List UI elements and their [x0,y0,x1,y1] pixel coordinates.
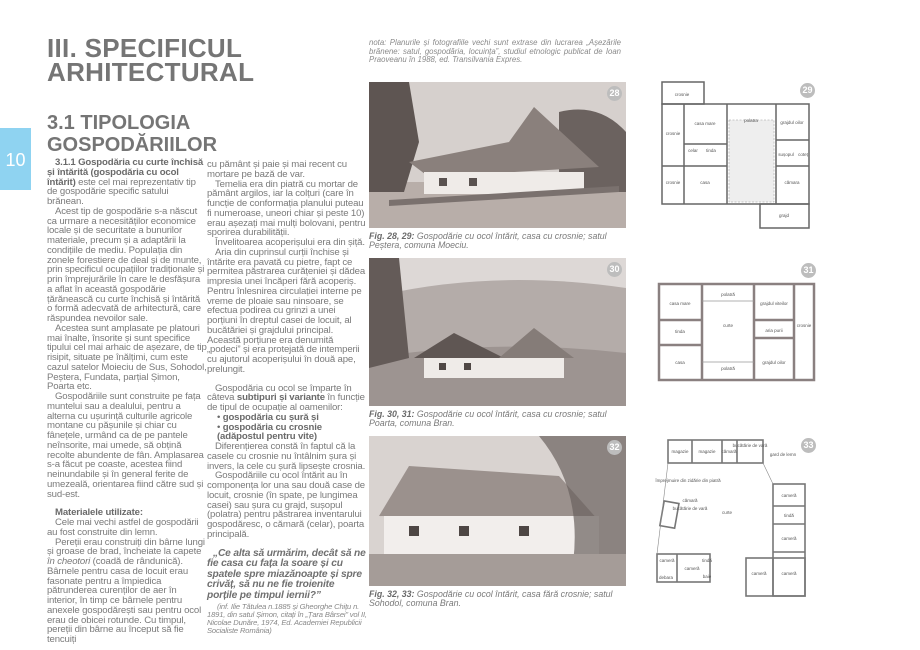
room-label: curte [721,510,733,515]
house-photo [369,82,626,228]
chapter-title-line: III. SPECIFICUL [47,33,243,63]
paragraph: Temelia era din piatră cu mortar de pământ argilos, iar la colțuri (care în funcție de conformația planului puteau fi numeroase, uneori chiar și peste 10) erau așezați mai mulți bolovani, pentru sporirea durabilității. [207,178,366,239]
caption-label: Fig. 30, 31: [369,409,415,419]
photo-fig-32 [369,436,626,586]
figure-badge: 29 [800,83,815,98]
figure-badge: 31 [801,263,816,278]
paragraph [47,158,207,207]
room-label: tindă [702,558,712,563]
figure-caption [369,410,629,429]
room-label: casa mare [669,301,691,306]
text: (coadă de rândunică). Bârnele pentru casa de locuit erau fasonate pentru a împiedica pătrunderea curenților de aer în interior, în timp ce bârnele pentru anexele gospodărești sau pentru ocol erau de obicei rotunde. Cu timpul, pereții din bârne au început să fie tencuiți [47,556,202,645]
room-label: crosnie [796,323,812,328]
room-label: bucătărie de vară [732,443,768,448]
floor-plan-31 [652,260,820,410]
room-label: baie [702,574,712,579]
floor-plan-drawing [652,260,820,410]
caption-label: Fig. 28, 29: [369,231,415,241]
room-label: magazie [698,449,716,454]
room-label: împrejmuire din zidărie din piatră [655,478,721,483]
room-label: cameră [659,558,675,563]
section-title [47,112,217,156]
room-label: tinda [706,148,716,153]
room-label: grajdul oilor [762,360,786,365]
room-label: tindă [784,513,794,518]
room-label: grajdul viteilor [760,301,788,306]
room-label: crosnie [674,92,690,97]
room-label: cămară [721,449,737,454]
page-number: 10 [5,150,26,170]
photo-fig-28 [369,82,626,228]
photo-fig-30 [369,258,626,406]
paragraph: Aria din cuprinsul curții închise și întărite era pavată cu pietre, fapt ce permitea păstrarea curățeniei și dădea impresia unei încăperi fără acoperiș. Pentru înlesnirea circulației interne pe vreme de ploaie sau ninsoare, se efectua podirea cu grinzi a unei porțiuni în dreptul casei de locuit, al bucătăriei și grajdului principal. Această porțiune era denumită „podeci” și era protejată de intemperii cu ajutorul acoperișului în două ape, prelungit. [207,246,366,375]
caption-text: Gospodărie cu ocol întărit, casa cu crosnie; satul Poarta, comuna Bran. [369,409,607,429]
figure-badge: 33 [801,438,816,453]
floor-plan-drawing [652,432,820,602]
text-column-2 [207,160,367,635]
room-label: debara [658,575,674,580]
room-label: magazie [671,449,689,454]
paragraph: Gospodăriile sunt construite pe fața muntelui sau a dealului, pentru a alterna cu ușurință culturile agricole montane cu pășunile și chiar cu fânețele, urmând ca de pe pantele neînsorite, mai umede, să obțină recolte abundente de fân. Amplasarea s-a făcut pe coaste, acestea fiind neinundabile și în general ferite de umezeală, orientarea fiind către sud și sud-est. [47,391,204,500]
section-title-line: 3.1 TIPOLOGIA [47,112,191,134]
caption-text: Gospodărie cu ocol întărit, casa cu crosnie; satul Peștera, comuna Moeciu. [369,231,607,251]
room-label: casa mare [694,121,716,126]
room-label: crosnie [665,180,681,185]
paragraph [47,538,207,645]
room-label: casa [700,180,710,185]
house-photo [369,258,626,406]
figure-caption [369,590,629,609]
room-label: cameră [781,571,797,576]
text: Gospodăria cu ocol se împarte în câteva [207,382,352,404]
room-label: cameră [684,566,700,571]
chapter-title [47,33,255,87]
text: este cel mai reprezentativ tip de gospodărie specific satului brănean. [47,176,196,207]
text: Pereții erau construiți din bârne lungi și groase de brad, încheiate la capete [47,536,205,558]
figure-badge: 32 [607,440,622,455]
room-label: bucătărie de vară [672,506,708,511]
source-note: nota: Planurile și fotografiile vechi sunt extrase din lucrarea „Așezările brănene: satul, gospodăria, locuința”, studiul etnologic publicat de Ioan Praoveanu în 1988, ed. Transilvania Expres. [369,38,621,64]
italic-text: în cheotori [47,556,91,567]
paragraph: Diferențierea constă în faptul că la casele cu crosnie nu întâlnim șura și invers, la cele cu șură lipsește crosnia. [207,441,366,472]
room-label: grajdul oilor [780,120,804,125]
room-label: polatra [744,118,758,123]
caption-text: Gospodărie cu ocol întărit, casa fără crosnie; satul Sohodol, comuna Bran. [369,589,613,609]
section-title-line: GOSPODĂRIILOR [47,134,218,156]
room-label: cămară [682,498,698,503]
paragraph [207,384,367,413]
room-label: casa [675,360,685,365]
figure-caption [369,232,629,251]
room-label: polatră [721,292,735,297]
floor-plan-29 [652,80,820,240]
room-label: cămara [784,180,800,185]
list-item: • gospodăria cu șură și [217,413,367,423]
bold-text: subtipuri și variante [236,392,325,404]
text-column-1 [47,158,207,645]
paragraph: cu pământ și paie și mai recent cu mortare pe bază de var. [207,159,347,180]
room-label: cameră [781,493,797,498]
room-label: coteț [798,152,808,157]
room-label: aria purii [765,328,783,333]
caption-label: Fig. 32, 33: [369,589,415,599]
room-label: polatră [721,366,735,371]
text: în funcție de tipul de ocupație al oamenilor: [207,392,365,413]
house-photo [369,436,626,586]
room-label: tinda [675,329,685,334]
figure-badge: 30 [607,262,622,277]
citation: (inf. Ilie Tătulea n.1885 și Gheorghe Chițu n. 1891, din satul Șimon, citați în „Țara Bârsei” vol II, Nicolae Dunăre, 1974, Ed. Academiei Republicii Socialiste România) [207,602,367,635]
room-label: gard de lemn [769,452,797,457]
figure-badge: 28 [607,86,622,101]
chapter-title-line: ARHITECTURAL [47,57,255,87]
paragraph: Gospodăriile cu ocol întărit au în componența lor una sau două case de locuit, crosnie (în spate, pe lungimea casei) sau șura cu grajd, sușopul (polatra) pentru păstrarea inventarului gospodăresc, o cămară (celar), poarta principală. [207,470,365,540]
room-label: cameră [751,571,767,576]
bold-text: 3.1.1 Gospodăria cu curte închisă și întărită (gospodăria cu ocol întărit) [47,157,204,188]
floor-plan-drawing [652,80,820,240]
quote: „Ce alta să urmărim, decât să ne fie casa cu fața la soare și cu spatele spre miazănoapte și spre crivăț, să nu ne fie troienite porțile pe timpul iernii?” [207,547,366,601]
list-item: • gospodăria cu crosnie (adăpostul pentru vite) [217,423,367,443]
bold-text: Materialele utilizate: [55,507,143,519]
paragraph: Învelitoarea acoperișului era din șiță. [215,237,365,248]
room-label: curte [722,323,734,328]
paragraph: Acestea sunt amplasate pe platouri mai înalte, însorite și sunt specifice tipului cel mai arhaic de așezare, de tip risipit, situate pe înălțimi, cum este cazul satelor Moieciu de Sus, Sohodol, Peștera, Fundata, parțial Șimon, Poarta etc. [47,322,207,393]
subtype-list [207,413,367,442]
room-label: grajd [778,213,790,218]
floor-plan-33 [652,432,820,602]
room-label: sușopul [778,152,794,157]
room-label: celar [688,148,698,153]
room-label: crosnie [665,131,681,136]
paragraph: Acest tip de gospodărie s-a născut ca urmare a necesităților economice locale și de securitate a bunurilor materiale, precum și a adaptării la condițiile de mediu. Populația din zonele forestiere de deal și de munte, prin specificul ocupațiilor tradiționale și prin împrejurările în care le desfășura a aflat în această gospodărie țărănească cu curte închisă și întărită o formă adecvată de arhitectură, care răspundea nevoilor sale. [47,205,205,324]
paragraph: Cele mai vechi astfel de gospodării au fost construite din lemn. [47,517,199,538]
room-label: cameră [781,536,797,541]
